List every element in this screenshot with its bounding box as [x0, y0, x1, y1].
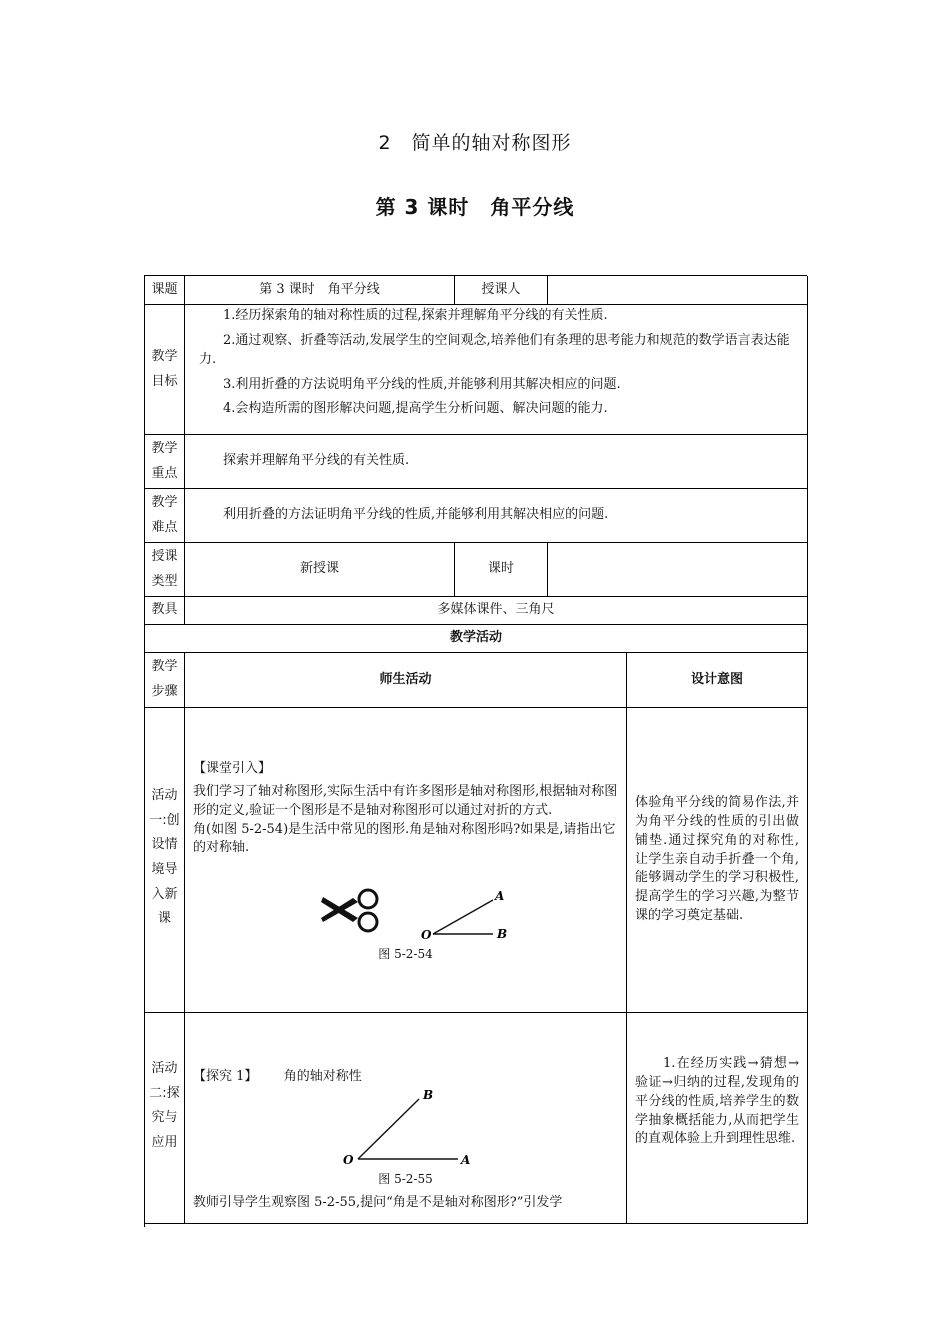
tools-value: 多媒体课件、三角尺 — [185, 597, 808, 625]
point-a-label: A — [495, 889, 505, 904]
type-value: 新授课 — [185, 543, 455, 597]
hours-label: 课时 — [455, 543, 548, 597]
activity-column-header: 师生活动 — [185, 653, 627, 708]
type-label: 授课类型 — [145, 543, 185, 597]
activity2-para: 教师引导学生观察图 5-2-55,提问“角是不是轴对称图形?”引发学 — [193, 1195, 563, 1211]
ray-oa — [433, 900, 493, 934]
activity2-marker-line — [193, 1068, 618, 1087]
steps-label: 教学步骤 — [145, 653, 185, 708]
point-b-label: B — [497, 927, 508, 942]
figure-5-2-55 — [193, 1087, 618, 1171]
activity1-label: 活动一:创设情境导入新课 — [145, 708, 185, 1013]
section-title: 2 简单的轴对称图形 — [378, 132, 572, 154]
activity1-para1: 我们学习了轴对称图形,实际生活中有许多图形是轴对称图形,根据轴对称图形的定义,验证一个图形是不是轴对称图形可以通过对折的方式. — [193, 783, 618, 818]
hours-value — [548, 543, 808, 597]
goals-list — [185, 305, 808, 435]
activity1-para2: 角(如图 5-2-54)是生活中常见的图形.角是轴对称图形吗?如果是,请指出它的对称轴. — [193, 821, 616, 856]
activity2-label: 活动二:探究与应用 — [145, 1013, 185, 1224]
figure-5-2-55-svg — [193, 1087, 627, 1171]
point-o-label: O — [343, 1152, 354, 1167]
tools-label: 教具 — [145, 597, 185, 625]
difficulty-value: 利用折叠的方法证明角平分线的性质,并能够利用其解决相应的问题. — [185, 489, 808, 543]
figure-5-2-54-caption: 图 5-2-54 — [378, 947, 433, 962]
teacher-value — [548, 276, 808, 305]
activity2-marker: 【探究 1】 — [193, 1069, 258, 1084]
activity1-content — [185, 708, 627, 1013]
topic-value: 第 3 课时 角平分线 — [185, 276, 455, 305]
goals-label: 教学目标 — [145, 305, 185, 435]
point-b-label: B — [423, 1087, 434, 1102]
lesson-title: 第 3 课时 角平分线 — [375, 195, 575, 219]
figure-5-2-54-svg — [193, 862, 627, 946]
key-value: 探索并理解角平分线的有关性质. — [185, 435, 808, 489]
ray-ob — [358, 1099, 419, 1159]
activities-title: 教学活动 — [145, 625, 808, 653]
activity1-intent: 体验角平分线的简易作法,并为角平分线的性质的引出做铺垫.通过探究角的对称性,让学生亲自动手折叠一个角,能够调动学生的学习积极性,提高学生的学习兴趣,为整节课的学习奠定基础. — [627, 708, 808, 1013]
activity1-marker: 【课堂引入】 — [193, 761, 272, 776]
intent-column-header: 设计意图 — [627, 653, 808, 708]
activity2-intent — [627, 1013, 808, 1224]
activity2-marker-title: 角的轴对称性 — [283, 1069, 362, 1084]
goal-item: 4.会构造所需的图形解决问题,提高学生分析问题、解决问题的能力. — [223, 401, 608, 417]
lesson-plan-table — [144, 275, 807, 1227]
difficulty-label: 教学难点 — [145, 489, 185, 543]
goal-item: 3.利用折叠的方法说明角平分线的性质,并能够利用其解决相应的问题. — [223, 376, 621, 392]
goal-item: 1.经历探索角的轴对称性质的过程,探索并理解角平分线的有关性质. — [223, 308, 608, 323]
activity2-intent-text: 1.在经历实践→猜想→验证→归纳的过程,发现角的平分线的性质,培养学生的数学抽象概括能力,从而把学生的直观体验上升到理性思维. — [635, 1056, 799, 1147]
point-o-label: O — [421, 928, 432, 943]
figure-5-2-55-caption: 图 5-2-55 — [378, 1171, 433, 1186]
activity2-content — [185, 1013, 627, 1224]
teacher-label: 授课人 — [455, 276, 548, 305]
scissors-icon — [321, 890, 377, 931]
goal-item: 2.通过观察、折叠等活动,发展学生的空间观念,培养他们有条理的思考能力和规范的数学语言表达能力. — [199, 332, 790, 367]
figure-5-2-54 — [193, 862, 618, 946]
key-label: 教学重点 — [145, 435, 185, 489]
topic-label: 课题 — [145, 276, 185, 305]
point-a-label: A — [461, 1152, 471, 1167]
